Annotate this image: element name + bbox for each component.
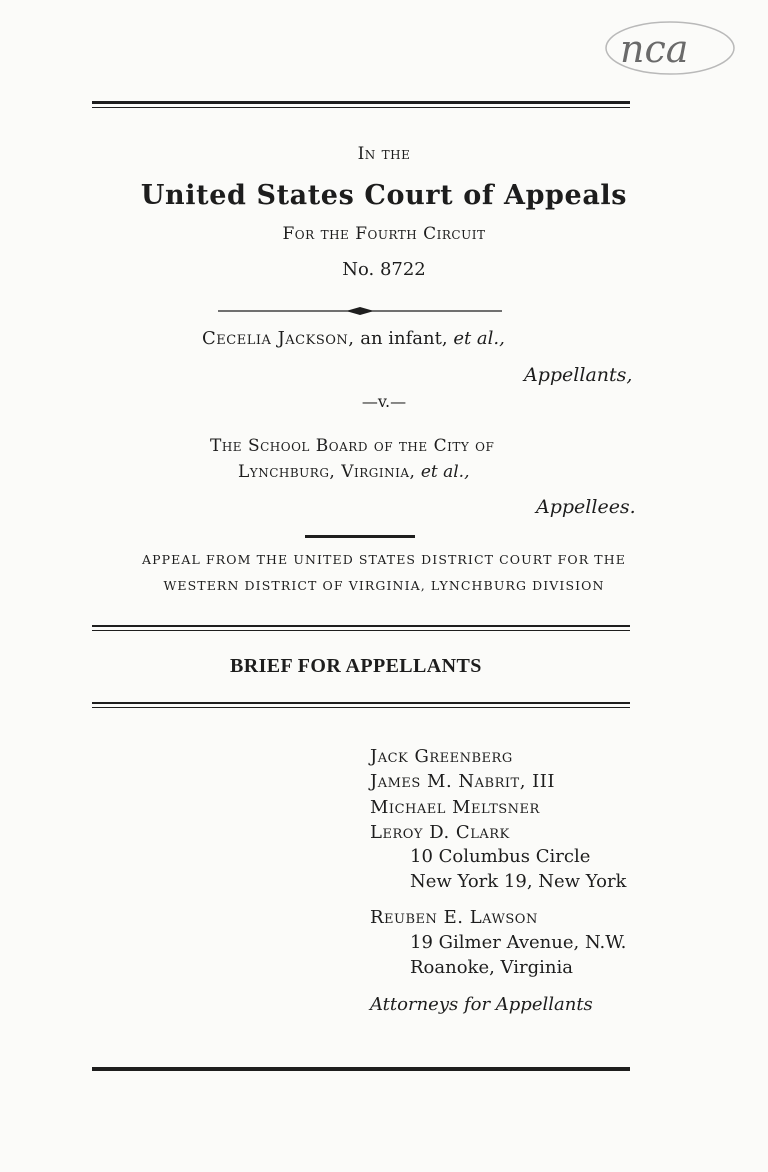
- appellants-desc: an infant,: [360, 328, 448, 349]
- appellees-name: Lynchburg, Virginia,: [238, 462, 416, 482]
- case-number: No. 8722: [342, 259, 426, 280]
- address2-line1: 19 Gilmer Avenue, N.W.: [410, 932, 627, 953]
- brief-title: BRIEF FOR APPELLANTS: [230, 655, 482, 677]
- appellees-line1: The School Board of the City of: [210, 436, 495, 456]
- court-name: United States Court of Appeals: [140, 180, 628, 211]
- appeal-from-line2: WESTERN DISTRICT OF VIRGINIA, LYNCHBURG DIVISION: [163, 578, 605, 593]
- handwritten-initials: [598, 14, 738, 78]
- handwritten-initials-text: nca: [620, 27, 689, 71]
- attorney-name-2: James M. Nabrit, III: [370, 771, 555, 792]
- circuit-heading: For the Fourth Circuit: [282, 224, 486, 244]
- short-divider: [305, 535, 415, 538]
- in-the-heading: In the: [357, 144, 411, 164]
- title-bottom-rule: [92, 702, 630, 708]
- versus: —v.—: [361, 392, 407, 411]
- appellees-line2: [238, 462, 470, 482]
- top-rule: [92, 101, 630, 108]
- appellants-etal: et al.,: [453, 328, 505, 349]
- appellees-label: Appellees.: [536, 496, 636, 518]
- attorney-name-1: Jack Greenberg: [370, 746, 513, 767]
- address1-line2: New York 19, New York: [410, 871, 627, 892]
- attorney-name-4: Leroy D. Clark: [370, 822, 510, 843]
- ornament-divider: [218, 306, 502, 316]
- title-top-rule: [92, 625, 630, 631]
- appellees-etal: et al.,: [420, 462, 470, 482]
- appellants-label: Appellants,: [524, 364, 633, 386]
- appellants-name: Cecelia Jackson,: [202, 328, 355, 349]
- appeal-from-line1: APPEAL FROM THE UNITED STATES DISTRICT COURT FOR THE: [142, 552, 626, 567]
- attorneys-role: Attorneys for Appellants: [370, 994, 593, 1015]
- address2-line2: Roanoke, Virginia: [410, 957, 573, 978]
- appellants-line: [202, 328, 505, 349]
- address1-line1: 10 Columbus Circle: [410, 846, 591, 867]
- attorney-name-5: Reuben E. Lawson: [370, 907, 538, 928]
- attorney-name-3: Michael Meltsner: [370, 797, 540, 818]
- bottom-rule: [92, 1067, 630, 1071]
